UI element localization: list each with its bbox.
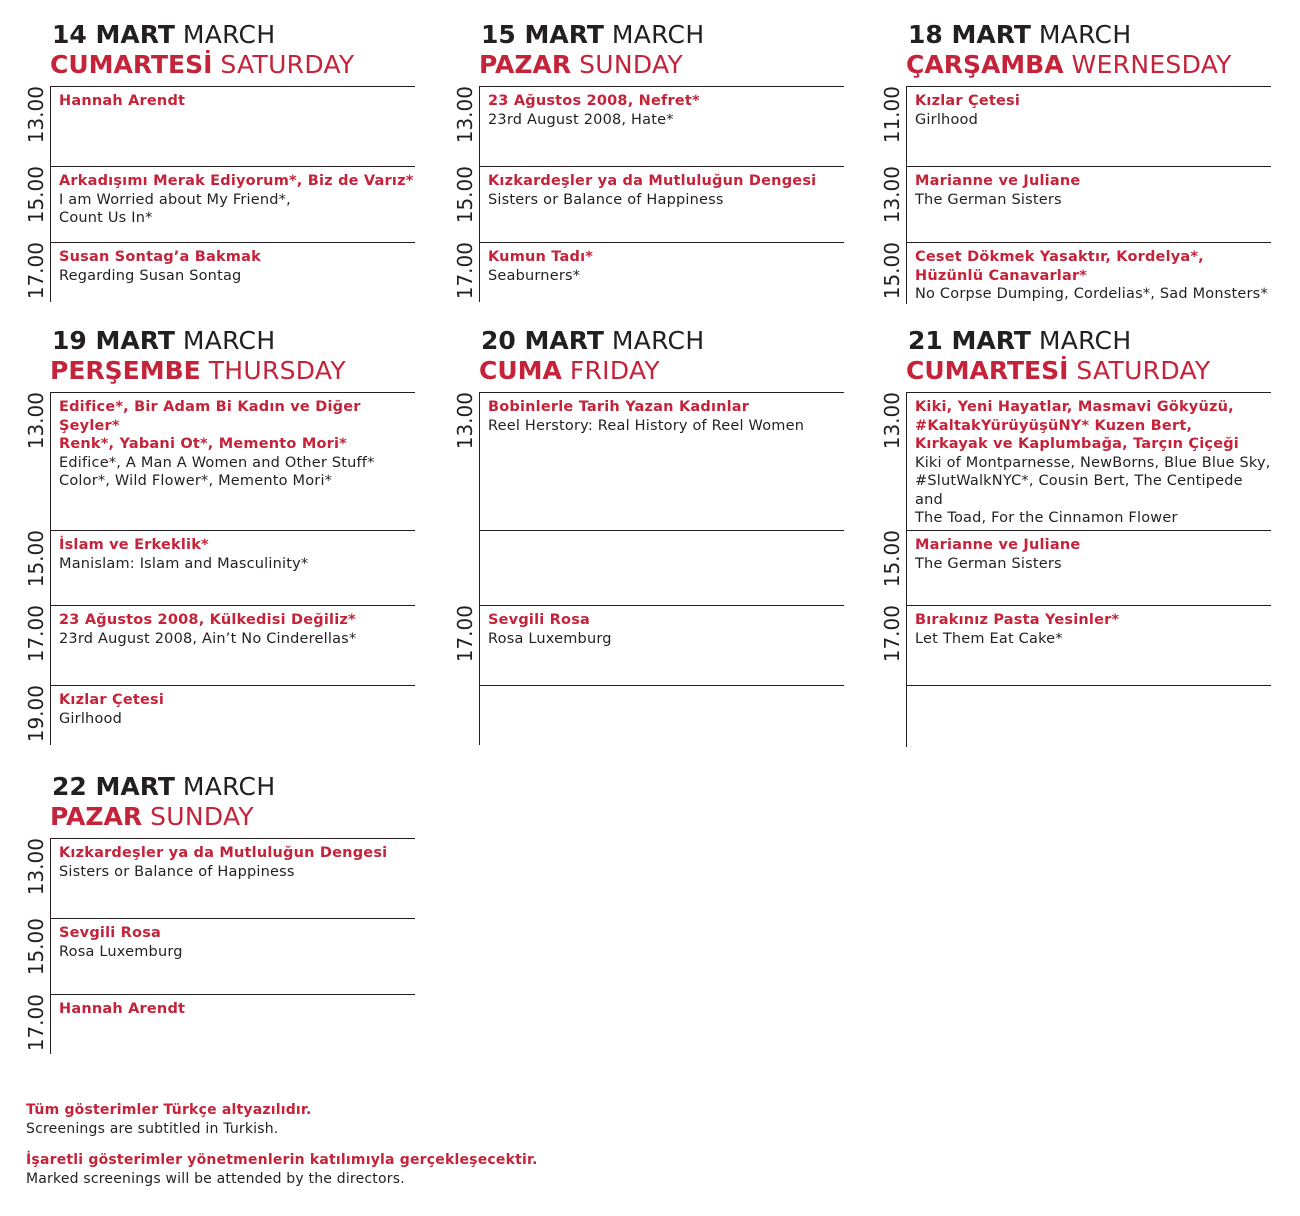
screening-slot: [24, 994, 415, 1054]
screening-slot: [453, 166, 844, 242]
weekday-en: WERNESDAY: [1071, 50, 1232, 79]
day-header: [50, 306, 415, 392]
screening-slot: [24, 86, 415, 166]
film-title-en: 23rd August 2008, Hate*: [488, 111, 674, 128]
film-title-tr: Sevgili Rosa: [59, 925, 162, 941]
slot-time: 15.00: [880, 530, 904, 588]
slot-time: 17.00: [24, 994, 48, 1052]
film-title-tr: Kızlar Çetesi: [915, 93, 1021, 109]
directors-note-en: Marked screenings will be attended by the directors.: [26, 1171, 405, 1187]
weekday-heading: [50, 802, 254, 832]
day-header: [479, 0, 844, 86]
date-tr: 22 MART: [52, 772, 175, 801]
slot-time: 13.00: [880, 392, 904, 450]
day-header: [479, 306, 844, 392]
slot-frame: [906, 685, 1271, 747]
weekday-en: THURSDAY: [208, 356, 346, 385]
screening-slot: [24, 392, 415, 530]
slot-time: 15.00: [24, 530, 48, 588]
screening-slot: [24, 838, 415, 918]
weekday-tr: PERŞEMBE: [50, 356, 201, 385]
date-tr: 21 MART: [908, 326, 1031, 355]
day-block: [880, 0, 1271, 304]
directors-note-tr: İşaretli gösterimler yönetmenlerin katılımıyla gerçekleşecektir.: [26, 1152, 538, 1168]
weekday-heading: [50, 356, 346, 386]
date-heading: [52, 20, 275, 50]
screening-slot: [880, 392, 1271, 530]
footer-notes: [26, 1101, 538, 1189]
slot-time: 15.00: [24, 166, 48, 224]
date-heading: [52, 326, 275, 356]
slot-time: 15.00: [453, 166, 477, 224]
screening-slot: [479, 685, 844, 745]
slot-time: 19.00: [24, 685, 48, 743]
film-title-tr: Bobinlerle Tarih Yazan Kadınlar: [488, 399, 750, 415]
film-title-en: Rosa Luxemburg: [488, 630, 612, 647]
screening-slot: [24, 530, 415, 605]
film-title-en: Regarding Susan Sontag: [59, 267, 242, 284]
film-title-en: Sisters or Balance of Happiness: [488, 191, 724, 208]
month-en: MARCH: [1038, 326, 1132, 355]
screening-slot: [880, 530, 1271, 605]
month-en: MARCH: [611, 326, 705, 355]
film-title-tr: Hannah Arendt: [59, 1001, 186, 1017]
slot-frame: [479, 685, 844, 745]
film-title-tr: Kızlar Çetesi: [59, 692, 165, 708]
weekday-heading: [50, 50, 354, 80]
weekday-tr: CUMARTESİ: [50, 50, 213, 79]
slot-time: 17.00: [880, 605, 904, 663]
film-title-en: Girlhood: [59, 710, 122, 727]
day-header: [50, 0, 415, 86]
film-title-tr: 23 Ağustos 2008, Külkedisi Değiliz*: [59, 612, 356, 628]
film-title-en: Let Them Eat Cake*: [915, 630, 1063, 647]
slot-frame: [479, 530, 844, 605]
film-title-tr: Ceset Dökmek Yasaktır, Kordelya*, Hüzünlü Canavarlar*: [915, 249, 1204, 284]
weekday-en: FRIDAY: [569, 356, 660, 385]
film-title-en: Rosa Luxemburg: [59, 943, 183, 960]
weekday-tr: ÇARŞAMBA: [906, 50, 1064, 79]
film-title-en: Kiki of Montparnesse, NewBorns, Blue Blue Sky, #SlutWalkNYC*, Cousin Bert, The Centipede and The Toad, For the Cinnamon Flower: [915, 454, 1271, 526]
slot-time: 17.00: [453, 242, 477, 300]
screening-slot: [24, 166, 415, 242]
weekday-en: SATURDAY: [1076, 356, 1211, 385]
screening-slot: [479, 530, 844, 605]
weekday-en: SUNDAY: [150, 802, 254, 831]
day-block: [453, 306, 844, 745]
day-header: [906, 306, 1271, 392]
slot-time: 17.00: [24, 605, 48, 663]
film-title-tr: Bırakınız Pasta Yesinler*: [915, 612, 1120, 628]
weekday-tr: PAZAR: [479, 50, 572, 79]
film-title-tr: Kumun Tadı*: [488, 249, 594, 265]
slot-time: 13.00: [24, 392, 48, 450]
screening-slot: [880, 166, 1271, 242]
film-title-en: Reel Herstory: Real History of Reel Women: [488, 417, 805, 434]
screening-slot: [24, 242, 415, 302]
slot-time: 11.00: [880, 86, 904, 144]
film-title-tr: Marianne ve Juliane: [915, 173, 1081, 189]
slot-time: 13.00: [453, 86, 477, 144]
film-title-en: The German Sisters: [915, 555, 1062, 572]
date-heading: [908, 326, 1131, 356]
film-title-tr: Kızkardeşler ya da Mutluluğun Dengesi: [59, 845, 388, 861]
day-header: [906, 0, 1271, 86]
slot-time: 13.00: [24, 838, 48, 896]
film-title-en: Seaburners*: [488, 267, 581, 284]
film-title-en: Edifice*, A Man A Women and Other Stuff* Color*, Wild Flower*, Memento Mori*: [59, 454, 375, 489]
screening-slot: [453, 86, 844, 166]
screening-slot: [24, 685, 415, 745]
slot-time: 15.00: [24, 918, 48, 976]
weekday-en: SATURDAY: [220, 50, 355, 79]
day-block: [24, 306, 415, 745]
film-title-tr: İslam ve Erkeklik*: [59, 537, 209, 553]
slot-time: 17.00: [24, 242, 48, 300]
film-title-en: 23rd August 2008, Ain’t No Cinderellas*: [59, 630, 357, 647]
day-block: [24, 752, 415, 1054]
weekday-tr: CUMA: [479, 356, 562, 385]
date-heading: [481, 326, 704, 356]
film-title-tr: Sevgili Rosa: [488, 612, 591, 628]
weekday-en: SUNDAY: [579, 50, 683, 79]
day-block: [453, 0, 844, 302]
month-en: MARCH: [182, 772, 276, 801]
slot-time: 13.00: [880, 166, 904, 224]
weekday-heading: [479, 50, 683, 80]
screening-slot: [453, 605, 844, 685]
weekday-heading: [479, 356, 660, 386]
film-title-tr: Hannah Arendt: [59, 93, 186, 109]
screening-slot: [880, 242, 1271, 304]
weekday-heading: [906, 50, 1232, 80]
date-tr: 15 MART: [481, 20, 604, 49]
month-en: MARCH: [611, 20, 705, 49]
screening-slot: [24, 918, 415, 994]
film-title-en: No Corpse Dumping, Cordelias*, Sad Monsters*: [915, 286, 1268, 302]
date-heading: [52, 772, 275, 802]
day-block: [880, 306, 1271, 747]
film-title-tr: Susan Sontag’a Bakmak: [59, 249, 261, 265]
date-tr: 18 MART: [908, 20, 1031, 49]
weekday-tr: CUMARTESİ: [906, 356, 1069, 385]
date-tr: 20 MART: [481, 326, 604, 355]
slot-time: 15.00: [880, 242, 904, 300]
film-title-en: Girlhood: [915, 111, 978, 128]
weekday-heading: [906, 356, 1210, 386]
screening-slot: [453, 242, 844, 302]
film-title-tr: Arkadışımı Merak Ediyorum*, Biz de Varız*: [59, 173, 414, 189]
film-title-tr: Kiki, Yeni Hayatlar, Masmavi Gökyüzü, #KaltakYürüyüşüNY* Kuzen Bert, Kırkayak ve Kaplumbağa, Tarçın Çiçeği: [915, 399, 1239, 452]
slot-time: 13.00: [453, 392, 477, 450]
film-title-en: Manislam: Islam and Masculinity*: [59, 555, 309, 572]
date-heading: [908, 20, 1131, 50]
date-tr: 14 MART: [52, 20, 175, 49]
subtitle-note-en: Screenings are subtitled in Turkish.: [26, 1121, 279, 1137]
day-block: [24, 0, 415, 302]
film-title-tr: 23 Ağustos 2008, Nefret*: [488, 93, 700, 109]
date-tr: 19 MART: [52, 326, 175, 355]
month-en: MARCH: [1038, 20, 1132, 49]
screening-slot: [24, 605, 415, 685]
film-title-tr: Kızkardeşler ya da Mutluluğun Dengesi: [488, 173, 817, 189]
film-title-tr: Marianne ve Juliane: [915, 537, 1081, 553]
screening-slot: [906, 685, 1271, 747]
day-header: [50, 752, 415, 838]
film-title-tr: Edifice*, Bir Adam Bi Kadın ve Diğer Şeyler* Renk*, Yabani Ot*, Memento Mori*: [59, 399, 361, 452]
screening-slot: [880, 605, 1271, 685]
subtitle-note-tr: Tüm gösterimler Türkçe altyazılıdır.: [26, 1102, 312, 1118]
slot-time: 13.00: [24, 86, 48, 144]
film-title-en: The German Sisters: [915, 191, 1062, 208]
slot-time: 17.00: [453, 605, 477, 663]
screening-slot: [880, 86, 1271, 166]
film-title-en: I am Worried about My Friend*, Count Us In*: [59, 191, 291, 226]
weekday-tr: PAZAR: [50, 802, 143, 831]
month-en: MARCH: [182, 20, 276, 49]
date-heading: [481, 20, 704, 50]
film-title-en: Sisters or Balance of Happiness: [59, 863, 295, 880]
screening-slot: [453, 392, 844, 530]
month-en: MARCH: [182, 326, 276, 355]
